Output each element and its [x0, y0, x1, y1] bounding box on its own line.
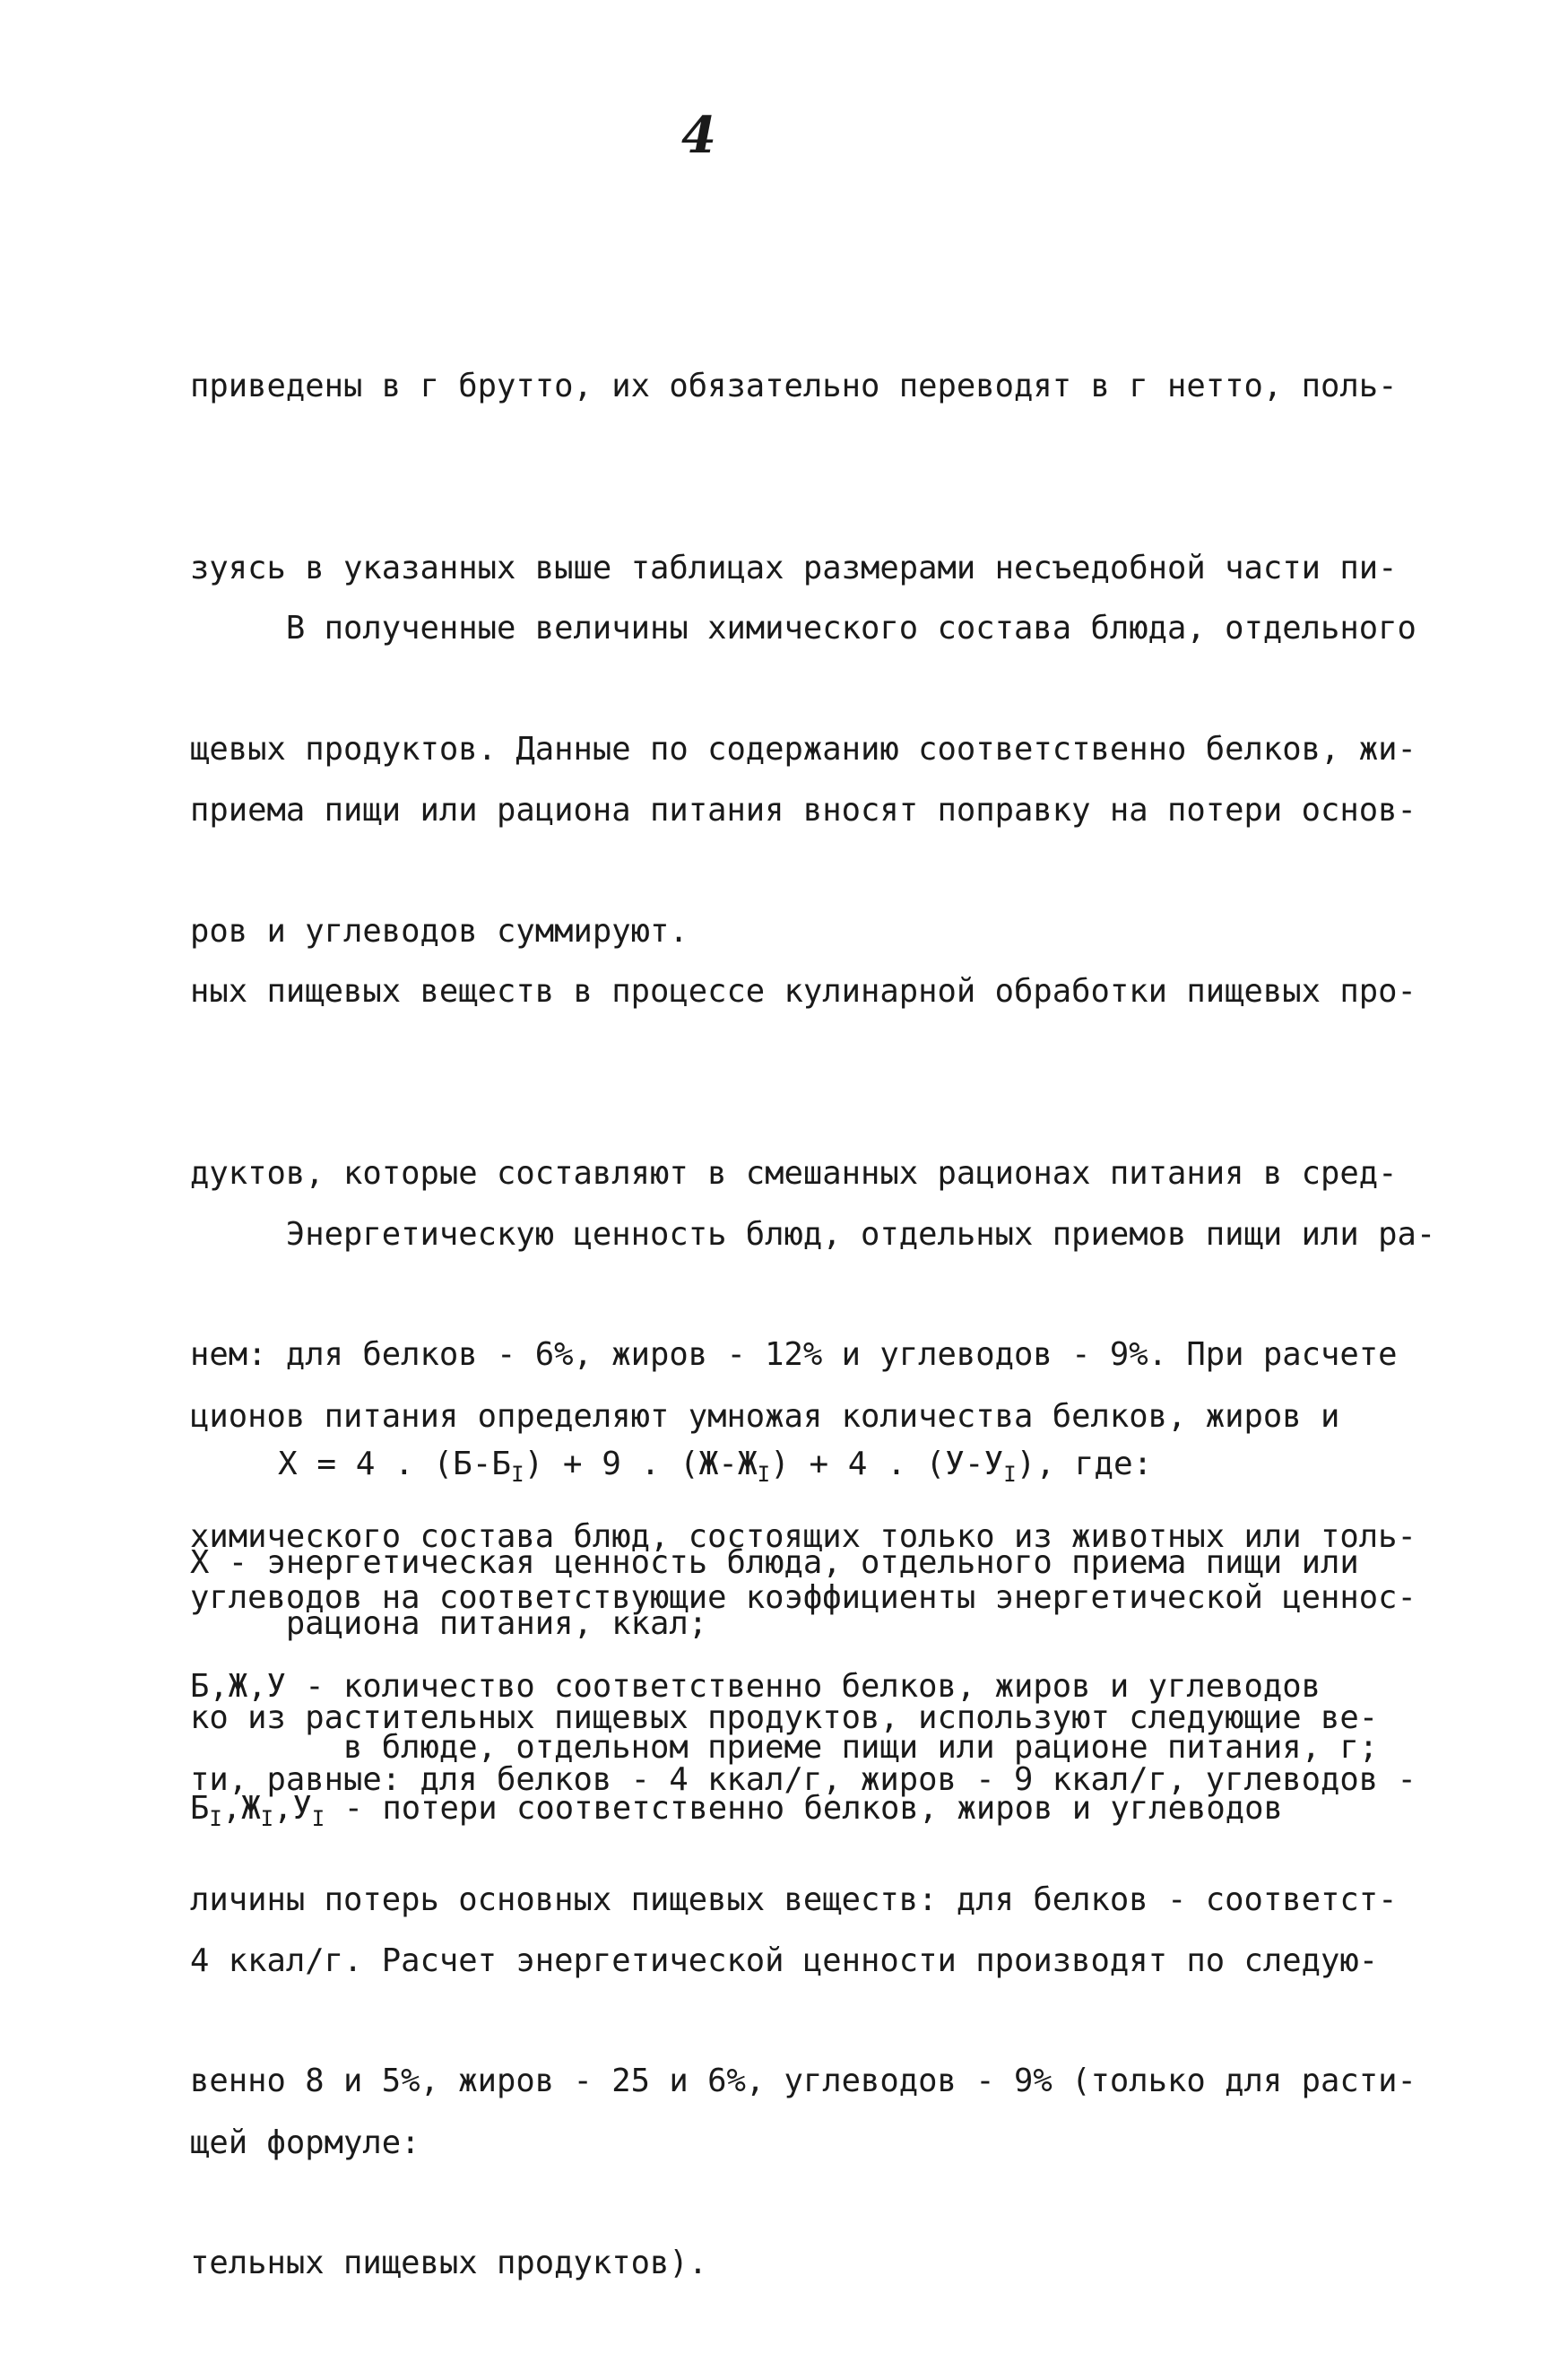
text-line: венно 8 и 5%, жиров - 25 и 6%, углеводов - 9% (только для расти- — [190, 2063, 1416, 2099]
text-line: приема пищи или рациона питания вносят поправку на потери основ- — [190, 791, 1416, 829]
formula-part: ) + 4 . (У-У — [770, 1446, 1004, 1482]
text-line: тельных пищевых продуктов). — [190, 2244, 708, 2281]
text-line: 4 ккал/г. Расчет энергетической ценности производят по следую- — [190, 1942, 1379, 1979]
text-line: дуктов, которые составляют в смешанных рационах питания в сред- — [190, 1154, 1398, 1192]
energy-formula — [278, 1446, 1152, 1487]
text-line: углеводов на соответствующие коэффициенты энергетической ценнос- — [190, 1579, 1416, 1616]
legend-losses-line — [190, 1790, 1283, 1831]
text-line: щевых продуктов. Данные по содержанию соответственно белков, жи- — [190, 731, 1416, 768]
text-line: зуясь в указанных выше таблицах размерами несъедобной части пи- — [190, 549, 1398, 586]
text-line: ко из растительных пищевых продуктов, используют следующие ве- — [190, 1699, 1379, 1736]
formula-x: Х — [278, 1446, 298, 1482]
text-line: ционов питания определяют умножая количества белков, жиров и — [190, 1397, 1340, 1435]
formula-part: ) + 9 . (Ж-Ж — [524, 1446, 758, 1482]
legend-bzhu-line-2: в блюде, отдельном приеме пищи или рационе питания, г; — [190, 1729, 1379, 1766]
legend-zh1: ,Ж — [221, 1790, 261, 1827]
legend-subscript: I — [260, 1806, 274, 1831]
text-line: ров и углеводов суммируют. — [190, 912, 689, 950]
formula-part: = 4 . (Б-Б — [297, 1446, 512, 1482]
legend-losses-text: - потери соответственно белков, жиров и углеводов — [325, 1790, 1283, 1827]
legend-x-line-2: рациона питания, ккал; — [190, 1605, 708, 1642]
legend-subscript: I — [311, 1806, 325, 1831]
legend-x-line-1: Х - энергетическая ценность блюда, отдельного приема пищи или — [190, 1544, 1359, 1581]
legend-bzhu-line-1: Б,Ж,У - количество соответственно белков, жиров и углеводов — [190, 1668, 1321, 1705]
paragraph-3 — [190, 1083, 1436, 2234]
legend-u1: ,У — [273, 1790, 312, 1827]
text-line: химического состава блюд, состоящих только из животных или толь- — [190, 1517, 1416, 1555]
text-line: ных пищевых веществ в процессе кулинарной обработки пищевых про- — [190, 973, 1416, 1010]
formula-subscript: I — [511, 1462, 524, 1487]
legend-subscript: I — [209, 1806, 222, 1831]
text-line: приведены в г брутто, их обязательно переводят в г нетто, поль- — [190, 368, 1398, 404]
formula-subscript: I — [757, 1462, 771, 1487]
text-line: В полученные величины химического состава блюда, отдельного — [190, 610, 1416, 647]
legend-b1: Б — [190, 1790, 210, 1827]
text-line: личины потерь основных пищевых веществ: для белков - соответст- — [190, 1881, 1398, 1918]
text-line: щей формуле: — [190, 2124, 420, 2161]
formula-part: ), где: — [1016, 1446, 1153, 1482]
page-number: 4 — [681, 106, 716, 165]
text-line: ти, равные: для белков - 4 ккал/г, жиров - 9 ккал/г, углеводов - — [190, 1760, 1416, 1798]
formula-subscript: I — [1003, 1462, 1017, 1487]
text-line: нем: для белков - 6%, жиров - 12% и углеводов - 9%. При расчете — [190, 1336, 1398, 1373]
text-line: Энергетическую ценность блюд, отдельных приемов пищи или ра- — [190, 1216, 1436, 1253]
